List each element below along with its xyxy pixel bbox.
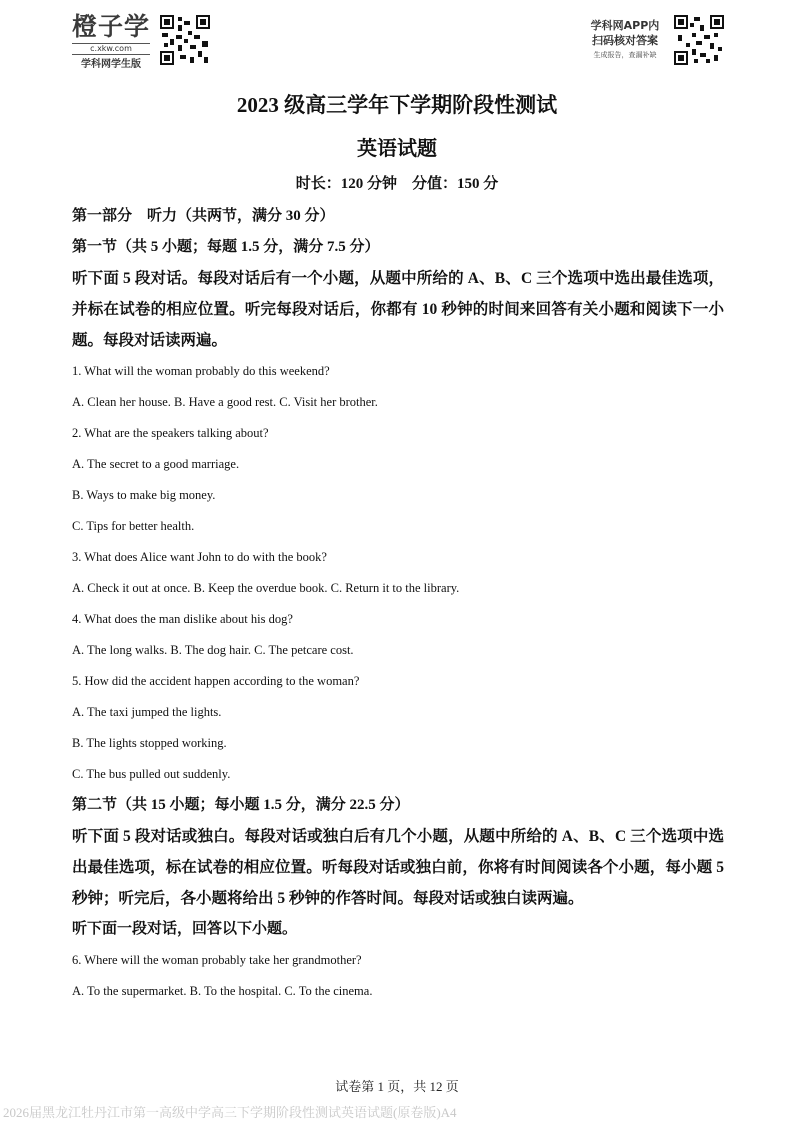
section2-sub-instruction: 听下面一段对话，回答以下小题。 — [72, 921, 298, 937]
qr-code-icon — [674, 15, 724, 65]
question-5-option-b: B. The lights stopped working. — [72, 736, 227, 750]
question-1-options: A. Clean her house. B. Have a good rest. C. Visit her brother. — [72, 395, 378, 409]
exam-content — [72, 201, 724, 1007]
document-watermark: 2026届黑龙江牡丹江市第一高级中学高三下学期阶段性测试英语试题(原卷版)A4 — [3, 1105, 457, 1120]
question-2-option-a: A. The secret to a good marriage. — [72, 457, 240, 471]
question-3-options: A. Check it out at once. B. Keep the overdue book. C. Return it to the library. — [72, 581, 460, 595]
exam-meta: 时长：120 分钟 分值：150 分 — [295, 176, 499, 192]
question-2-stem: 2. What are the speakers talking about? — [72, 426, 269, 440]
question-4-stem: 4. What does the man dislike about his dog? — [72, 612, 293, 626]
section2-instruction: 听下面 5 段对话或独白。每段对话或独白后有几个小题，从题中所给的 A、B、C 三个选项中选出最佳选项，标在试卷的相应位置。听每段对话或独白前，你将有时间阅读各个小题，每小题 5 秒钟；听完后，各小题将给出 5 秒钟的作答时间。每段对话或独白读两遍。 — [72, 828, 724, 907]
logo-subtitle: 学科网学生版 — [81, 59, 141, 70]
question-6-stem: 6. Where will the woman probably take her grandmother? — [72, 953, 362, 967]
question-5-option-a: A. The taxi jumped the lights. — [72, 705, 222, 719]
question-1-stem: 1. What will the woman probably do this weekend? — [72, 364, 330, 378]
logo-url: c.xkw.com — [72, 43, 150, 55]
app-promo — [580, 18, 670, 62]
page-header — [0, 0, 794, 80]
qr-code-icon — [160, 15, 210, 65]
page-number: 试卷第 1 页，共 12 页 — [335, 1079, 459, 1094]
app-promo-line3: 生成报告，查漏补缺 — [593, 51, 657, 59]
app-promo-line1: 学科网APP内 — [590, 19, 660, 32]
question-5-stem: 5. How did the accident happen according to the woman? — [72, 674, 360, 688]
exam-title: 2023 级高三学年下学期阶段性测试 — [236, 93, 558, 117]
question-2-option-b: B. Ways to make big money. — [72, 488, 216, 502]
exam-subject: 英语试题 — [357, 138, 437, 160]
section2-heading: 第二节（共 15 小题；每小题 1.5 分，满分 22.5 分） — [72, 797, 410, 813]
section1-instruction: 听下面 5 段对话。每段对话后有一个小题，从题中所给的 A、B、C 三个选项中选出最佳选项，并标在试卷的相应位置。听完每段对话后，你都有 10 秒钟的时间来回答有关小题和阅读下一小题。每段对话读两遍。 — [72, 270, 724, 349]
question-3-stem: 3. What does Alice want John to do with the book? — [72, 550, 327, 564]
app-promo-line2: 扫码核对答案 — [592, 34, 658, 47]
question-5-option-c: C. The bus pulled out suddenly. — [72, 767, 231, 781]
question-4-options: A. The long walks. B. The dog hair. C. The petcare cost. — [72, 643, 354, 657]
logo-main-text: 橙子学 — [71, 12, 150, 41]
question-2-option-c: C. Tips for better health. — [72, 519, 195, 533]
brand-logo — [66, 12, 156, 73]
part1-heading: 第一部分 听力（共两节，满分 30 分） — [72, 208, 335, 224]
section1-heading: 第一节（共 5 小题；每题 1.5 分，满分 7.5 分） — [72, 239, 380, 255]
question-6-options: A. To the supermarket. B. To the hospital. C. To the cinema. — [72, 984, 373, 998]
